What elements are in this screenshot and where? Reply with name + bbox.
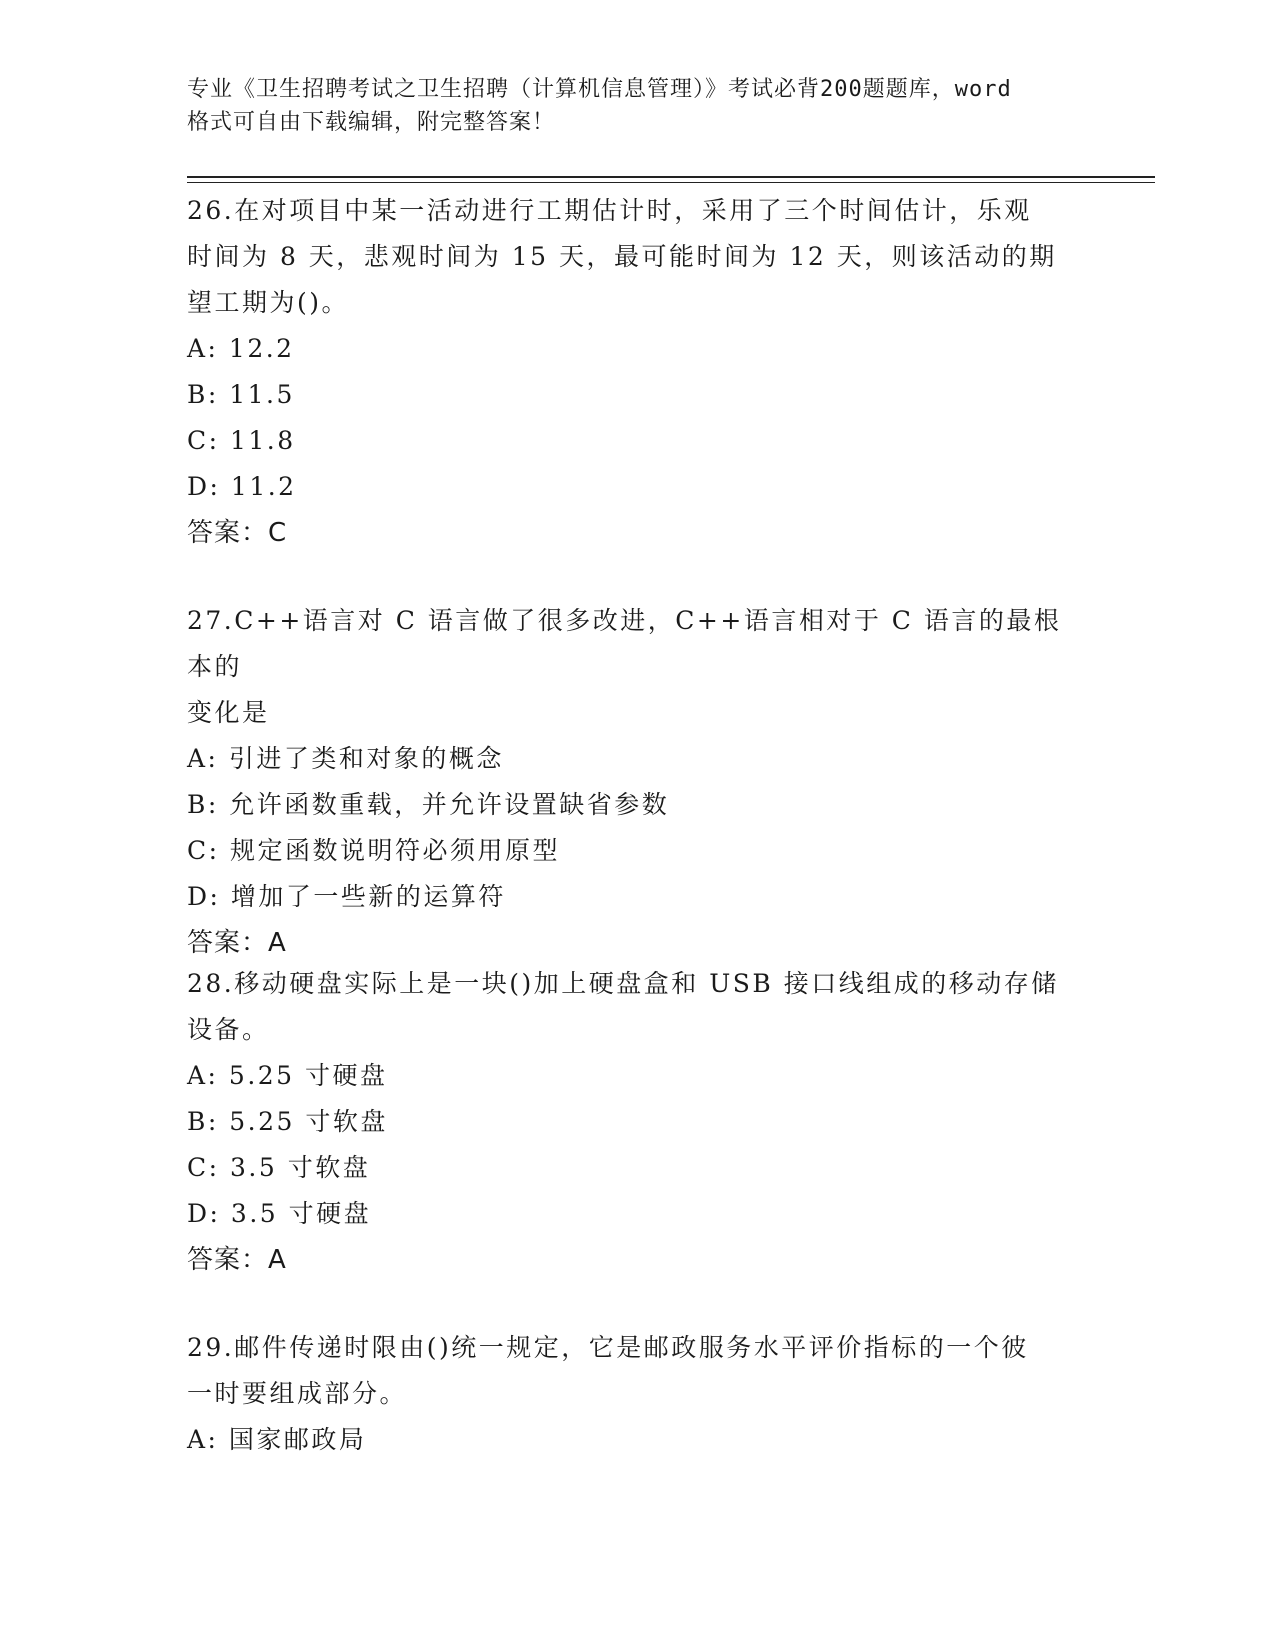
option-a: A: 国家邮政局 [187, 1425, 367, 1454]
question-26 [187, 188, 1087, 556]
option-c: C: 3.5 寸软盘 [187, 1153, 371, 1182]
answer: 答案：A [187, 1245, 287, 1275]
option-b: B: 允许函数重载，并允许设置缺省参数 [187, 790, 670, 819]
option-b: B: 11.5 [187, 380, 295, 409]
option-d: D: 11.2 [187, 472, 297, 501]
option-d: D: 3.5 寸硬盘 [187, 1199, 372, 1228]
header-line-2: 格式可自由下载编辑，附完整答案！ [187, 110, 556, 135]
header-rule-thick [187, 176, 1155, 178]
option-b: B: 5.25 寸软盘 [187, 1107, 388, 1136]
question-stem-line: 一时要组成部分。 [187, 1379, 408, 1408]
option-a: A: 5.25 寸硬盘 [187, 1061, 388, 1090]
option-c: C: 11.8 [187, 426, 296, 455]
question-29 [187, 1325, 1087, 1463]
question-stem-line: 望工期为()。 [187, 288, 350, 317]
option-a: A: 12.2 [187, 334, 295, 363]
question-stem-line: 26.在对项目中某一活动进行工期估计时，采用了三个时间估计，乐观 [187, 196, 1032, 225]
question-stem-line: 27.C++语言对 C 语言做了很多改进，C++语言相对于 C 语言的最根本的 [187, 606, 1062, 681]
question-stem-line: 29.邮件传递时限由()统一规定，它是邮政服务水平评价指标的一个彼 [187, 1333, 1029, 1362]
option-a: A: 引进了类和对象的概念 [187, 744, 504, 773]
question-stem-line: 28.移动硬盘实际上是一块()加上硬盘盒和 USB 接口线组成的移动存储 [187, 969, 1059, 998]
question-27 [187, 598, 1087, 966]
answer: 答案：A [187, 928, 287, 958]
header-rule-thin [187, 182, 1155, 183]
question-stem-line: 变化是 [187, 698, 270, 727]
option-d: D: 增加了一些新的运算符 [187, 882, 506, 911]
document-header [187, 73, 1087, 139]
question-stem-line: 时间为 8 天，悲观时间为 15 天，最可能时间为 12 天，则该活动的期 [187, 242, 1057, 271]
question-28 [187, 961, 1087, 1283]
header-line-1: 专业《卫生招聘考试之卫生招聘（计算机信息管理）》考试必背200题题库，word [187, 77, 1012, 102]
answer: 答案：C [187, 518, 288, 548]
question-stem-line: 设备。 [187, 1015, 270, 1044]
option-c: C: 规定函数说明符必须用原型 [187, 836, 560, 865]
